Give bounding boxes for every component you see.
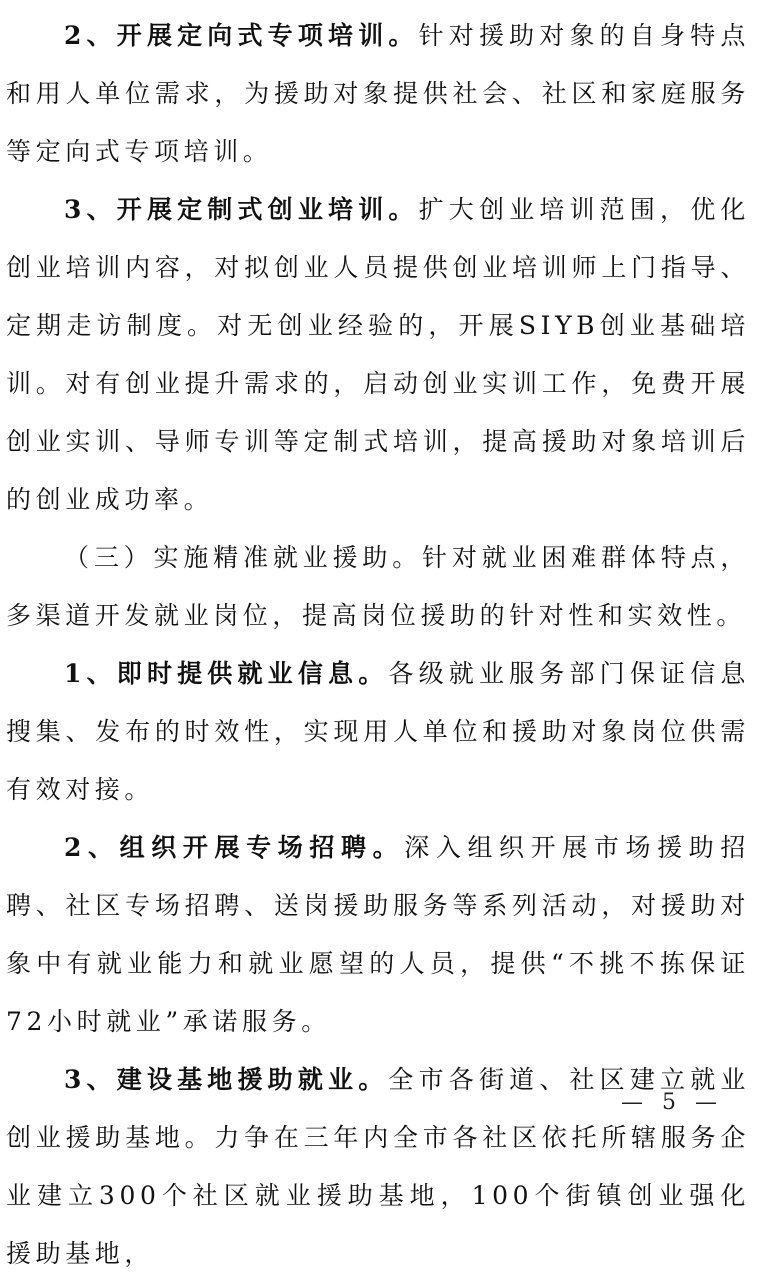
paragraph-heading: 2、组织开展专场招聘。 (64, 833, 405, 862)
paragraph-base-assistance (6, 1051, 750, 1283)
paragraph-text: 扩大创业培训范围，优化创业培训内容，对拟创业人员提供创业培训师上门指导、定期走访制度。对无创业经验的，开展SIYB创业基础培训。对有创业提升需求的，启动创业实训工作，免费开展创业实训、导师专训等定制式培训，提高援助对象培训后的创业成功率。 (6, 195, 750, 514)
paragraph-text: 各级就业服务部门保证信息搜集、发布的时效性，实现用人单位和援助对象岗位供需有效对接。 (6, 659, 751, 804)
paragraph-heading: 3、开展定制式创业培训。 (64, 195, 419, 224)
paragraph-text: 全市各街道、社区建立就业创业援助基地。力争在三年内全市各社区依托所辖服务企业建立300个社区就业援助基地，100个街镇创业强化援助基地， (6, 1065, 751, 1268)
paragraph-employment-information (6, 645, 750, 819)
paragraph-heading: 3、建设基地援助就业。 (64, 1065, 389, 1094)
paragraph-special-recruitment (6, 819, 750, 1051)
paragraph-text: 深入组织开展市场援助招聘、社区专场招聘、送岗援助服务等系列活动，对援助对象中有就业能力和就业愿望的人员，提供“不挑不拣保证72小时就业”承诺服务。 (6, 833, 750, 1036)
paragraph-heading: 2、开展定向式专项培训。 (64, 21, 419, 50)
paragraph-text: 针对援助对象的自身特点和用人单位需求，为援助对象提供社会、社区和家庭服务等定向式专项培训。 (6, 21, 750, 166)
paragraph-text: （三）实施精准就业援助。针对就业困难群体特点，多渠道开发就业岗位，提高岗位援助的针对性和实效性。 (6, 543, 750, 630)
section-precise-employment-assistance (6, 529, 750, 645)
paragraph-custom-entrepreneurship-training (6, 181, 750, 529)
paragraph-heading: 1、即时提供就业信息。 (64, 659, 389, 688)
paragraph-targeted-training (6, 7, 750, 181)
page-number: — 5 — (621, 1090, 723, 1115)
page-footer (0, 1088, 773, 1118)
